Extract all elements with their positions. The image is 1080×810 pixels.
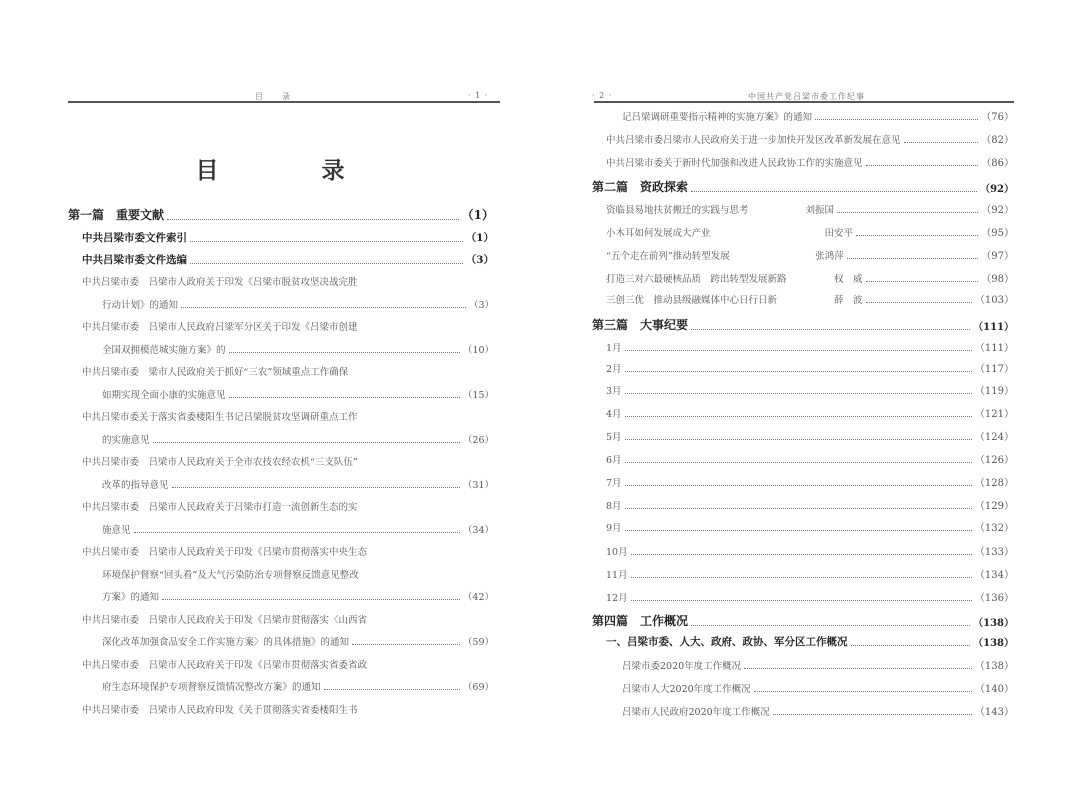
toc-page-number: （132） [974, 523, 1014, 534]
toc-page-number: （140） [974, 684, 1014, 695]
toc-entry-text: 5月 [606, 432, 622, 443]
left-page-number: · 1 · [468, 91, 489, 100]
dot-leader [866, 165, 979, 166]
toc-page-number: （3） [468, 299, 494, 311]
toc-page-number: （1） [465, 232, 494, 244]
toc-entry [82, 252, 494, 267]
dot-leader [851, 645, 971, 646]
toc-entry [606, 634, 1014, 649]
toc-title: 目 录 [195, 157, 385, 184]
toc-entry [606, 451, 1014, 466]
toc-entry-text: 三创三优 推动县级融媒体中心日行日新 薛 波 [606, 295, 863, 306]
toc-entry-text: 一、吕梁市委、人大、政府、政协、军分区工作概况 [606, 636, 848, 648]
toc-entry [622, 657, 1014, 672]
toc-entry [606, 291, 1014, 306]
toc-entry-text: 10月 [606, 547, 628, 558]
toc-entry-text: 8月 [606, 501, 622, 512]
dot-leader [134, 532, 460, 533]
toc-page-number: （31） [462, 479, 494, 491]
toc-entry-text: 中共吕梁市委 吕梁市人政府关于印发《吕梁市脱贫攻坚决战完胜 [82, 277, 358, 288]
toc-page-number: （121） [974, 409, 1014, 420]
toc-entry-text: 12月 [606, 593, 628, 604]
toc-entry [102, 589, 494, 603]
dot-leader [691, 191, 977, 192]
toc-entry-text: 中共吕梁市委 梁市人民政府关于抓好“三农”领域重点工作确保 [82, 367, 349, 378]
toc-entry [606, 224, 1014, 239]
dot-leader [181, 307, 466, 308]
toc-page-number: （69） [462, 682, 494, 693]
toc-entry [102, 522, 494, 536]
right-page-number: · 2 · [592, 91, 613, 100]
toc-page-number: （92） [981, 205, 1014, 216]
toc-entry-text: 4月 [606, 409, 622, 420]
toc-page-number: （138） [973, 638, 1014, 649]
toc-page-number: （133） [974, 547, 1014, 558]
toc-page-number: （98） [981, 274, 1014, 285]
left-running-head: 目 录 [255, 92, 291, 101]
toc-page-number: （119） [974, 386, 1014, 397]
dot-leader [625, 416, 972, 417]
toc-entry [102, 387, 494, 401]
dot-leader [625, 393, 972, 394]
toc-entry-text: 环境保护督察“回头看”及大气污染防治专项督察反馈意见整改 [102, 569, 359, 581]
toc-entry-text: 中共吕梁市委 吕梁市人民政府印发《关于贯彻落实省委楼阳生书 [82, 704, 358, 716]
toc-entry [606, 405, 1014, 420]
toc-entry [606, 339, 1014, 354]
dot-leader [167, 219, 459, 220]
toc-entry [606, 247, 1014, 262]
toc-entry [606, 428, 1014, 443]
toc-page-number: （134） [974, 570, 1014, 581]
toc-entry [606, 543, 1014, 558]
toc-entry [606, 154, 1014, 169]
dot-leader [190, 263, 463, 264]
toc-entry [82, 230, 494, 245]
toc-entry [82, 499, 494, 513]
dot-leader [691, 625, 970, 626]
dot-leader [815, 119, 978, 120]
toc-entry-text: 全国双拥模范城实施方案》的 [102, 344, 226, 356]
dot-leader [837, 212, 978, 213]
toc-entry [82, 409, 494, 423]
toc-entry-text: 中共吕梁市委 吕梁市人民政府关于吕梁市打造一流创新生态的实 [82, 502, 358, 513]
dot-leader [153, 442, 460, 443]
toc-entry [622, 680, 1014, 695]
right-running-head: 中国共产党吕梁市委工作纪事 [748, 92, 865, 101]
toc-entry [102, 432, 494, 446]
toc-entry-text: 中共吕梁市委 吕梁市人民政府吕梁军分区关于印发《吕梁市创建 [82, 322, 358, 333]
toc-entry-text: 中共吕梁市委 吕梁市人民政府关于印发《吕梁市贯彻落实〈山西省 [82, 614, 368, 626]
toc-entry [82, 274, 494, 288]
toc-entry [606, 474, 1014, 489]
toc-page-number: （136） [974, 593, 1014, 604]
dot-leader [229, 397, 460, 398]
dot-leader [172, 487, 460, 488]
toc-entry [102, 477, 494, 491]
toc-page-number: （82） [981, 135, 1014, 146]
dot-leader [625, 508, 972, 509]
toc-entry-text: 方案》的通知 [102, 592, 160, 603]
toc-page-number: （15） [462, 389, 494, 401]
toc-page-number: （42） [462, 592, 494, 603]
toc-page-number: （86） [981, 158, 1014, 169]
toc-entry-text: “五个走在前列”推动转型发展 张鸿萍 [606, 251, 844, 262]
toc-entry-text: 中共吕梁市委 吕梁市人民政府关于全市农技农经农机“三支队伍” [82, 457, 358, 468]
right-page [540, 0, 1080, 810]
toc-page-number: （10） [462, 344, 494, 356]
toc-entry [592, 316, 1014, 333]
toc-entry-text: 中共吕梁市委关于新时代加强和改进人民政协工作的实施意见 [606, 158, 863, 169]
toc-entry [606, 270, 1014, 285]
toc-entry-text: 中共吕梁市委 吕梁市人民政府关于印发《吕梁市贯彻落实中央生态 [82, 547, 368, 558]
toc-page-number: （138） [974, 661, 1014, 672]
toc-entry-text: 府生态环境保护专项督察反馈情况整改方案》的通知 [102, 682, 321, 693]
dot-leader [847, 258, 979, 259]
toc-entry [102, 567, 494, 581]
toc-entry-text: 2月 [606, 364, 622, 375]
dot-leader [744, 668, 972, 669]
dot-leader [904, 142, 979, 143]
dot-leader [625, 530, 972, 531]
toc-entry-text: 吕梁市委2020年度工作概况 [622, 661, 742, 672]
toc-entry-text: 资临县易地扶贫搬迁的实践与思考 刘振国 [606, 205, 835, 216]
toc-entry [592, 612, 1014, 629]
left-header-rule [68, 101, 500, 103]
toc-page-number: （143） [974, 707, 1014, 718]
toc-entry [592, 178, 1014, 195]
toc-entry [606, 131, 1014, 146]
toc-page-number: （138） [973, 618, 1014, 629]
toc-entry-text: 7月 [606, 478, 622, 489]
toc-entry-text: 中共吕梁市委文件选编 [82, 254, 187, 266]
toc-entry-text: 1月 [606, 343, 622, 354]
toc-entry [102, 342, 494, 356]
dot-leader [691, 329, 970, 330]
toc-page-number: （1） [461, 208, 494, 222]
toc-page-number: （95） [981, 228, 1014, 239]
dot-leader [229, 352, 460, 353]
toc-entry-text: 打造三对六最硬核品质 跨出转型发展新路 权 威 [606, 274, 863, 285]
toc-entry-text: 6月 [606, 455, 622, 466]
toc-entry-text: 第一篇 重要文献 [68, 208, 165, 222]
dot-leader [856, 235, 978, 236]
toc-entry [68, 206, 494, 223]
toc-entry-text: 吕梁市人大2020年度工作概况 [622, 684, 751, 695]
toc-entry [102, 679, 494, 693]
toc-entry [82, 454, 494, 468]
toc-entry-text: 施意见 [102, 524, 131, 536]
dot-leader [631, 554, 972, 555]
toc-entry-text: 行动计划》的通知 [102, 299, 179, 311]
toc-entry [606, 566, 1014, 581]
toc-entry [606, 589, 1014, 604]
toc-entry-text: 深化改革加强食品安全工作实施方案〉的具体措施》的通知 [102, 637, 350, 648]
toc-entry [82, 544, 494, 558]
dot-leader [625, 371, 972, 372]
toc-entry [102, 634, 494, 648]
toc-entry-text: 的实施意见 [102, 434, 150, 446]
toc-page-number: （117） [974, 364, 1014, 375]
dot-leader [625, 485, 972, 486]
dot-leader [773, 714, 972, 715]
toc-entry-text: 中共吕梁市委关于落实省委楼阳生书记吕梁脱贫攻坚调研重点工作 [82, 412, 358, 423]
toc-page-number: （76） [981, 112, 1014, 123]
dot-leader [866, 302, 972, 303]
toc-page-number: （103） [974, 295, 1014, 306]
toc-entry [606, 360, 1014, 375]
toc-entry-text: 小木耳如何发展成大产业 田安平 [606, 228, 854, 239]
toc-page-number: （3） [465, 254, 494, 266]
toc-entry [82, 364, 494, 378]
toc-entry-text: 第三篇 大事纪要 [592, 318, 689, 332]
toc-page-number: （92） [980, 184, 1014, 195]
toc-page-number: （129） [974, 501, 1014, 512]
toc-page-number: （111） [974, 343, 1014, 354]
toc-entry [82, 319, 494, 333]
toc-entry [82, 657, 494, 671]
toc-entry-text: 中共吕梁市委文件索引 [82, 232, 187, 244]
toc-page-number: （97） [981, 251, 1014, 262]
toc-page-number: （59） [462, 637, 494, 648]
dot-leader [866, 281, 979, 282]
toc-page-number: （126） [974, 455, 1014, 466]
toc-page-number: （26） [462, 434, 494, 446]
dot-leader [631, 577, 972, 578]
right-header-rule [594, 101, 1014, 103]
toc-entry-text: 中共吕梁市委吕梁市人民政府关于进一步加快开发区改革新发展在意见 [606, 135, 901, 146]
toc-entry-text: 9月 [606, 523, 622, 534]
toc-entry [622, 703, 1014, 718]
toc-entry [102, 297, 494, 311]
dot-leader [625, 462, 972, 463]
dot-leader [625, 439, 972, 440]
toc-entry [82, 702, 494, 716]
toc-entry [606, 497, 1014, 512]
toc-entry [606, 382, 1014, 397]
toc-entry-text: 吕梁市人民政府2020年度工作概况 [622, 707, 770, 718]
toc-entry-text: 中共吕梁市委 吕梁市人民政府关于印发《吕梁市贯彻落实省委省政 [82, 659, 368, 671]
toc-entry-text: 如期实现全面小康的实施意见 [102, 389, 226, 401]
dot-leader [625, 350, 972, 351]
toc-entry-text: 记吕梁调研重要指示精神的实施方案》的通知 [622, 112, 813, 123]
dot-leader [754, 691, 972, 692]
dot-leader [631, 600, 972, 601]
dot-leader [162, 599, 460, 600]
toc-entry-text: 11月 [606, 570, 628, 581]
toc-entry-text: 第二篇 资政探索 [592, 180, 689, 194]
toc-entry [622, 108, 1014, 123]
toc-page-number: （124） [974, 432, 1014, 443]
dot-leader [324, 689, 460, 690]
dot-leader [352, 644, 460, 645]
toc-page-number: （34） [462, 524, 494, 536]
toc-entry-text: 3月 [606, 386, 622, 397]
toc-page-number: （128） [974, 478, 1014, 489]
dot-leader [190, 241, 463, 242]
toc-entry-text: 改革的指导意见 [102, 479, 169, 491]
toc-entry [606, 201, 1014, 216]
toc-entry-text: 第四篇 工作概况 [592, 614, 689, 628]
toc-entry [606, 519, 1014, 534]
toc-entry [82, 612, 494, 626]
toc-page-number: （111） [973, 322, 1014, 333]
